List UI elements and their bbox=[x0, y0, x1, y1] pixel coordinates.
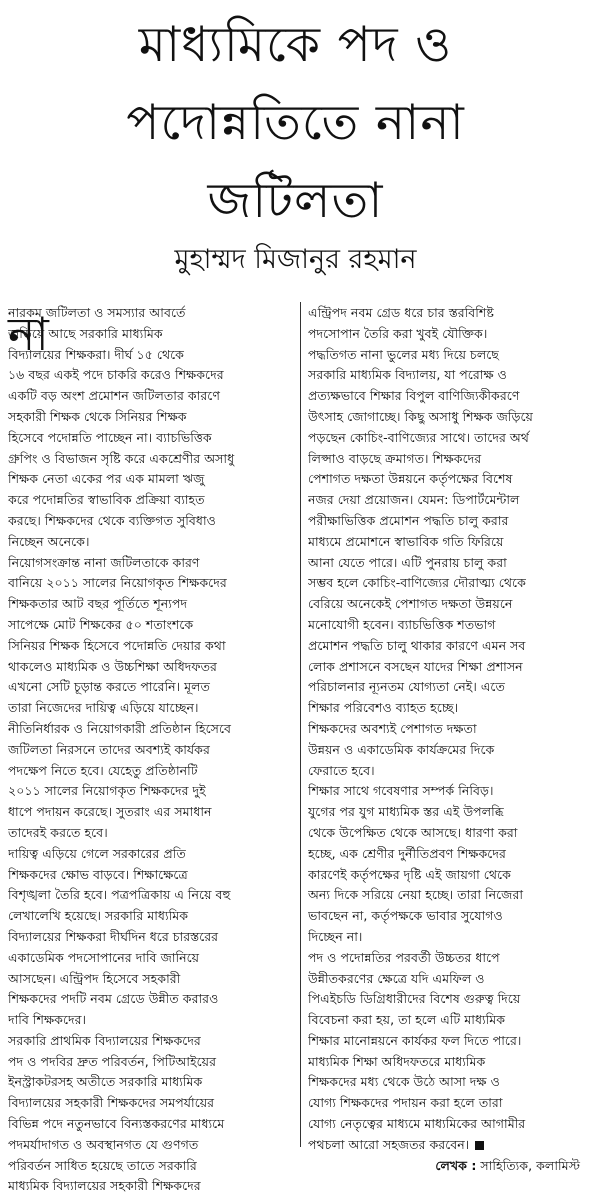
article-column-right bbox=[308, 303, 584, 1176]
article-line: শিক্ষার সাথে গবেষণার সম্পর্ক নিবিড়। bbox=[308, 783, 494, 799]
article-line: বিভিন্ন পদে নতুনভাবে বিন্যস্তকরণের মাধ্যমে bbox=[8, 1116, 225, 1132]
article-line: বিদ্যালয়ের সহকারী শিক্ষকদের সমপর্যায়ের bbox=[8, 1095, 215, 1111]
headline-line-3: জটিলতা bbox=[207, 172, 384, 229]
article-line: আনা যেতে পারে। এটি পুনরায় চালু করা bbox=[308, 554, 507, 570]
article-line: শিক্ষার পরিবেশও ব্যাহত হচ্ছে। bbox=[308, 700, 459, 716]
article-line: যুগের পর যুগ মাধ্যমিক স্তর এই উপলব্ধি bbox=[308, 804, 504, 820]
article-line: ১৬ বছর একই পদে চাকরি করেও শিক্ষকদের bbox=[8, 367, 224, 383]
article-line: লিপ্সাও বাড়ছে ক্রমাগত। শিক্ষকদের bbox=[308, 450, 482, 466]
article-line: নজর দেয়া প্রয়োজন। যেমন: ডিপার্টমেন্টাল bbox=[308, 492, 520, 508]
author-credit bbox=[308, 1156, 584, 1177]
article-line: জটিলতা নিরসনে তাদের অবশ্যই কার্যকর bbox=[8, 741, 210, 757]
article-line: সম্ভব হলে কোচিং-বাণিজ্যের দৌরাত্ম্য থেকে bbox=[308, 575, 526, 591]
article-line: শিক্ষক নেতা একের পর এক মামলা ঋজু bbox=[8, 471, 205, 487]
article-line: নিচ্ছেন অনেকে। bbox=[8, 533, 90, 549]
article-line: নিয়োগসংক্রান্ত নানা জটিলতাকে কারণ bbox=[8, 554, 200, 570]
article-line: শিক্ষকদের মধ্য থেকে উঠে আসা দক্ষ ও bbox=[308, 1074, 500, 1090]
article-line: মাধ্যমিক শিক্ষা অধিদফতরে মাধ্যমিক bbox=[308, 1053, 486, 1069]
article-line: পরিচালনার ন্যূনতম যোগ্যতা নেই। এতে bbox=[308, 679, 505, 695]
article-line: করছে। শিক্ষকদের থেকে ব্যক্তিগত সুবিধাও bbox=[8, 512, 216, 528]
article-line: প্রত্যক্ষভাবে শিক্ষার বিপুল বাণিজ্যিকীকরণে bbox=[308, 388, 520, 404]
article-line: থাকলেও মাধ্যমিক ও উচ্চশিক্ষা অধিদফতর bbox=[8, 658, 217, 674]
headline bbox=[0, 6, 591, 240]
article-line: বানিয়ে ২০১১ সালের নিয়োগকৃত শিক্ষকদের bbox=[8, 575, 227, 591]
article-line: দায়িত্ব এড়িয়ে গেলে সরকারের প্রতি bbox=[8, 845, 186, 861]
article-line: হিসেবে পদোন্নতি পাচ্ছেন না। ব্যাচভিত্তিক bbox=[8, 429, 212, 445]
article-line: জড়িয়ে আছে সরকারি মাধ্যমিক bbox=[8, 325, 163, 341]
article-line: পদ ও পদবির দ্রুত পরিবর্তন, পিটিআইয়ের bbox=[8, 1053, 216, 1069]
article-line: কারণেই কর্তৃপক্ষের দৃষ্টি এই জায়গা থেকে bbox=[308, 866, 511, 882]
article-line: পদসোপান তৈরি করা খুবই যৌক্তিক। bbox=[308, 325, 488, 341]
article-line: বিবেচনা করা হয়, তা হলে এটি মাধ্যমিক bbox=[308, 1012, 506, 1028]
article-line: লেখালেখি হয়েছে। সরকারি মাধ্যমিক bbox=[8, 908, 189, 924]
article-line: পড়ছেন কোচিং-বাণিজ্যের সাথে। তাদের অর্থ bbox=[308, 429, 529, 445]
article-line: বিদ্যালয়ের শিক্ষকরা। দীর্ঘ ১৫ থেকে bbox=[8, 346, 184, 362]
article-line: যোগ্য নেতৃত্বের মাধ্যমে মাধ্যমিকের আগামীর bbox=[308, 1116, 526, 1132]
article-line: পরীক্ষাভিত্তিক প্রমোশন পদ্ধতি চালু করার bbox=[308, 512, 509, 528]
article-line: পথচলা আরো সহজতর করবেন। bbox=[308, 1135, 584, 1156]
article-line: সরকারি মাধ্যমিক বিদ্যালয়, যা পরোক্ষ ও bbox=[308, 367, 507, 383]
article-line: পেশাগত দক্ষতা উন্নয়নে কর্তৃপক্ষের বিশেষ bbox=[308, 471, 513, 487]
article-line: পদ্ধতিগত নানা ভুলের মধ্য দিয়ে চলছে bbox=[308, 346, 499, 362]
article-line: বিদ্যালয়ের শিক্ষকরা দীর্ঘদিন ধরে চারস্তরের bbox=[8, 928, 219, 944]
article-line: ভাবছেন না, কর্তৃপক্ষকে ভাবার সুযোগও bbox=[308, 908, 503, 924]
article-column-left bbox=[8, 303, 292, 1197]
article-line: এন্ট্রিপদ নবম গ্রেড ধরে চার স্তরবিশিষ্ট bbox=[308, 305, 494, 320]
article-line: দিচ্ছেন না। bbox=[308, 928, 363, 944]
article-line: পদ ও পদোন্নতির পরবর্তী উচ্চতর ধাপে bbox=[308, 949, 500, 965]
article-line: পরিবর্তন সাধিত হয়েছে তাতে সরকারি bbox=[8, 1157, 197, 1173]
article-line: যোগ্য শিক্ষকদের পদায়ন করা হলে তারা bbox=[308, 1095, 503, 1111]
article-line: একটি বড় অংশ প্রমোশন জটিলতার কারণে bbox=[8, 388, 220, 404]
article-line: মাধ্যমিক বিদ্যালয়ের সহকারী শিক্ষকদের bbox=[8, 1178, 201, 1194]
article-line: শিক্ষকদের পদটি নবম গ্রেডে উন্নীত করারও bbox=[8, 991, 219, 1007]
author-label: লেখক : bbox=[435, 1157, 477, 1173]
article-line: উন্নয়ন ও একাডেমিক কার্যক্রমের দিকে bbox=[308, 741, 495, 757]
article-line: আসছেন। এন্ট্রিপদ হিসেবে সহকারী bbox=[8, 970, 181, 986]
article-line: পদক্ষেপ নিতে হবে। যেহেতু প্রতিষ্ঠানটি bbox=[8, 762, 198, 778]
article-line: মাধ্যমে প্রমোশনে স্বাভাবিক গতি ফিরিয়ে bbox=[308, 533, 504, 549]
byline: মুহাম্মদ মিজানুর রহমান bbox=[174, 244, 417, 275]
article-line: প্রমোশন পদ্ধতি চালু থাকার কারণে এমন সব bbox=[308, 637, 526, 653]
article-line: তারা নিজেদের দায়িত্ব এড়িয়ে যাচ্ছেন। bbox=[8, 700, 199, 716]
article-line: পিএইচডি ডিগ্রিধারীদের বিশেষ গুরুত্ব দিয়ে bbox=[308, 991, 521, 1007]
article-line: শিক্ষকদের ক্ষোভ বাড়বে। শিক্ষাক্ষেত্রে bbox=[8, 866, 188, 882]
article-line: একাডেমিক পদসোপানের দাবি জানিয়ে bbox=[8, 949, 200, 965]
article-line: উন্নীতকরণের ক্ষেত্রে যদি এমফিল ও bbox=[308, 970, 485, 986]
drop-cap: না bbox=[8, 307, 49, 361]
article-line: দাবি শিক্ষকদের। bbox=[8, 1012, 87, 1028]
article-line: ২০১১ সালের নিয়োগকৃত শিক্ষকদের দুই bbox=[8, 783, 206, 799]
article-line: নারকম জটিলতা ও সমস্যার আবর্তে bbox=[8, 305, 186, 320]
end-mark-icon bbox=[475, 1141, 484, 1150]
headline-line-2: পদোন্নতিতে নানা bbox=[126, 94, 465, 151]
column-divider bbox=[300, 302, 301, 1147]
article-line: মনোযোগী হবেন। ব্যাচভিত্তিক শতভাগ bbox=[308, 616, 496, 632]
article-line: করে পদোন্নতির স্বাভাবিক প্রক্রিয়া ব্যাহত bbox=[8, 492, 205, 508]
article-line: বিশৃঙ্খলা তৈরি হবে। পত্রপত্রিকায় এ নিয়ে বহু bbox=[8, 887, 231, 903]
article-line: থেকে উপেক্ষিত থেকে আসছে। ধারণা করা bbox=[308, 824, 518, 840]
article-line: নীতিনির্ধারক ও নিয়োগকারী প্রতিষ্ঠান হিসেবে bbox=[8, 720, 232, 736]
article-line: উৎসাহ জোগাচ্ছে। কিছু অসাধু শিক্ষক জড়িয়ে bbox=[308, 408, 533, 424]
article-line: অন্য দিকে সরিয়ে নেয়া হচ্ছে। তারা নিজেরা bbox=[308, 887, 524, 903]
article-line: শিক্ষার মানোন্নয়নে কার্যকর ফল দিতে পারে। bbox=[308, 1032, 522, 1048]
article-line: সিনিয়র শিক্ষক হিসেবে পদোন্নতি দেয়ার কথা bbox=[8, 637, 226, 653]
article-line: ইনস্ট্রাকটরসহ অতীতে সরকারি মাধ্যমিক bbox=[8, 1074, 203, 1090]
article-line: বেরিয়ে অনেকেই পেশাগত দক্ষতা উন্নয়নে bbox=[308, 596, 513, 612]
article-line: লোক প্রশাসনে বসছেন যাদের শিক্ষা প্রশাসন bbox=[308, 658, 523, 674]
article-line: হচ্ছে, এক শ্রেণীর দুর্নীতিপ্রবণ শিক্ষকদের bbox=[308, 845, 506, 861]
article-line: সরকারি প্রাথমিক বিদ্যালয়ের শিক্ষকদের bbox=[8, 1032, 201, 1048]
author-description: সাহিত্যিক, কলামিস্ট bbox=[476, 1157, 580, 1173]
article-line: তাদেরই করতে হবে। bbox=[8, 824, 108, 840]
article-line: ধাপে পদায়ন করেছে। সুতরাং এর সমাধান bbox=[8, 804, 212, 820]
article-line: পদমর্যাদাগত ও অবস্থানগত যে গুণগত bbox=[8, 1136, 199, 1152]
article-line: সাপেক্ষে মোট শিক্ষকের ৫০ শতাংশকে bbox=[8, 616, 194, 632]
article-line: এখনো সেটি চূড়ান্ত করতে পারেনি। মূলত bbox=[8, 679, 210, 695]
article-line: ফেরাতে হবে। bbox=[308, 762, 375, 778]
article-line: শিক্ষকদের অবশ্যই পেশাগত দক্ষতা bbox=[308, 720, 477, 736]
article-line: সহকারী শিক্ষক থেকে সিনিয়র শিক্ষক bbox=[8, 408, 187, 424]
article-line: গ্রুপিং ও বিভাজন সৃষ্টি করে একশ্রেণীর অসাধু bbox=[8, 450, 235, 466]
headline-line-1: মাধ্যমিকে পদ ও bbox=[138, 16, 453, 73]
article-line: শিক্ষকতার আট বছর পূর্তিতে শূন্যপদ bbox=[8, 596, 188, 612]
